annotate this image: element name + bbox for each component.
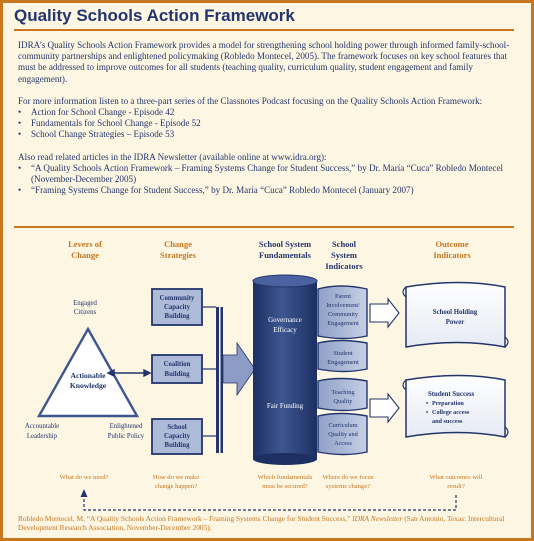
svg-text:Citizens: Citizens xyxy=(73,309,97,316)
fundamental-governance-efficacy: Efficacy xyxy=(273,326,297,334)
svg-text:Quality: Quality xyxy=(333,398,353,405)
svg-text:Indicators: Indicators xyxy=(325,261,363,271)
svg-text:Strategies: Strategies xyxy=(160,250,196,260)
fundamentals-cylinder xyxy=(253,275,317,465)
svg-text:Leadership: Leadership xyxy=(26,433,58,440)
bullet-icon: • xyxy=(18,129,22,140)
svg-text:Capacity: Capacity xyxy=(163,433,191,440)
svg-text:Public Policy: Public Policy xyxy=(107,433,145,440)
question-what-outcomes: What outcomes will xyxy=(429,474,483,481)
header-outcomes xyxy=(433,239,471,260)
svg-text:Parent: Parent xyxy=(334,293,352,300)
fundamental-governance-efficacy: Governance xyxy=(268,316,302,324)
triangle-center-label: Actionable xyxy=(70,371,106,380)
question-which-fundamentals: Which fundamentals xyxy=(257,474,313,481)
question-how-make-change: change happen? xyxy=(154,483,198,490)
podcast-item[interactable]: • Fundamentals for School Change - Episode 52 xyxy=(18,118,201,129)
bullet-icon: • xyxy=(18,162,22,173)
svg-text:College access: College access xyxy=(432,409,470,416)
svg-text:School Holding: School Holding xyxy=(432,309,478,316)
svg-text:Change: Change xyxy=(71,250,99,260)
svg-text:Outcome: Outcome xyxy=(435,239,469,249)
svg-text:Community: Community xyxy=(327,311,359,318)
question-where-focus: Where do we focus xyxy=(322,474,374,481)
question-where-focus: systems change? xyxy=(325,483,371,490)
svg-text:Coalition: Coalition xyxy=(163,361,191,368)
header-strategies xyxy=(160,239,197,260)
indicator-student-engagement[interactable] xyxy=(318,341,367,372)
svg-text:Curriculum: Curriculum xyxy=(328,422,358,429)
question-which-fundamentals: must be secured? xyxy=(262,483,308,490)
strategy-community-capacity-building[interactable] xyxy=(152,289,202,325)
podcast-item[interactable]: • School Change Strategies – Episode 53 xyxy=(18,129,175,140)
strategy-coalition-building[interactable] xyxy=(152,355,202,383)
page-title: Quality Schools Action Framework xyxy=(14,6,295,25)
student-success-title: Student Success xyxy=(428,391,475,398)
svg-text:Fundamentals: Fundamentals xyxy=(259,250,311,260)
svg-text:School: School xyxy=(167,424,187,431)
svg-text:Quality and: Quality and xyxy=(328,431,358,438)
header-levers xyxy=(68,239,102,260)
indicator-curriculum-quality[interactable] xyxy=(318,414,367,455)
svg-text:Access: Access xyxy=(334,440,352,447)
bullet-icon: • xyxy=(426,400,429,407)
indicator-teaching-quality[interactable] xyxy=(318,379,367,411)
svg-text:Preparation: Preparation xyxy=(432,400,464,407)
header-fundamentals xyxy=(259,239,312,260)
triangle-center-label: Knowledge xyxy=(69,381,107,390)
svg-text:Engagement: Engagement xyxy=(327,359,359,366)
question-what-do-we-need: What do we need? xyxy=(59,474,109,481)
title-rule xyxy=(14,29,514,31)
svg-text:Involvement/: Involvement/ xyxy=(326,302,360,309)
svg-text:Community: Community xyxy=(159,295,195,302)
body-text xyxy=(18,40,516,196)
svg-text:Accountable: Accountable xyxy=(24,423,60,430)
svg-text:Building: Building xyxy=(164,442,190,449)
podcast-list xyxy=(18,107,516,141)
svg-text:School: School xyxy=(331,239,357,249)
svg-text:Building: Building xyxy=(164,371,190,378)
outcome-school-holding-power[interactable] xyxy=(403,283,508,348)
intro-paragraph: IDRA’s Quality Schools Action Framework provides a model for strengthening school holding power through informed family-school-community partnerships and enlightened policymaking (Robledo Montecel, 2005). The framework focuses on key school features that must be addressed to improve outcomes for all students (teaching quality, curriculum quality, student engagement and family engagement). xyxy=(18,40,510,84)
svg-text:Building: Building xyxy=(164,313,190,320)
articles-list xyxy=(18,163,516,197)
bullet-icon: • xyxy=(18,107,22,118)
podcast-item[interactable]: • Action for School Change - Episode 42 xyxy=(18,107,175,118)
svg-text:and success: and success xyxy=(432,418,463,425)
svg-text:Levers of: Levers of xyxy=(68,239,102,249)
diagram-rule xyxy=(14,226,514,228)
svg-text:Indicators: Indicators xyxy=(433,250,471,260)
article-item[interactable]: • “Framing Systems Change for Student Success,” by Dr. María “Cuca” Robledo Montecel (January 2007) xyxy=(18,185,414,196)
bullet-icon: • xyxy=(18,185,22,196)
bullet-icon: • xyxy=(18,118,22,129)
svg-text:Engagement: Engagement xyxy=(327,320,359,327)
outcome-student-success[interactable] xyxy=(403,376,508,438)
svg-text:Engaged: Engaged xyxy=(73,300,97,307)
svg-text:Capacity: Capacity xyxy=(163,304,191,311)
svg-text:Teaching: Teaching xyxy=(331,389,355,396)
question-how-make-change: How do we make xyxy=(152,474,200,481)
svg-text:School System: School System xyxy=(258,239,312,249)
articles-lead: Also read related articles in the IDRA Newsletter (available online at www.idra.org): xyxy=(18,151,327,162)
bullet-icon: • xyxy=(426,409,429,416)
question-what-outcomes: result? xyxy=(447,483,465,490)
article-item[interactable]: • “A Quality Schools Action Framework – Framing Systems Change for Student Success,” by Dr. María “Cuca” Robledo Montecel (November-December 2005) xyxy=(18,162,504,185)
strategy-school-capacity-building[interactable] xyxy=(152,419,202,454)
svg-text:Enlightened: Enlightened xyxy=(109,423,143,430)
indicator-parent-involvement[interactable] xyxy=(318,286,367,339)
citation-footnote: Robledo Montecel, M. “A Quality Schools Action Framework – Framing Systems Change for Student Success,” IDRA Newsletter (San Antonio, Texas: Intercultural Development Research Association, November-December 2005). xyxy=(18,514,505,532)
svg-text:System: System xyxy=(331,250,357,260)
podcast-lead: For more information listen to a three-part series of the Classnotes Podcast focusing on the Quality Schools Action Framework: xyxy=(18,95,483,106)
fundamental-fair-funding: Fair Funding xyxy=(266,402,304,410)
svg-text:Change: Change xyxy=(164,239,192,249)
svg-text:Student: Student xyxy=(333,350,353,357)
svg-text:Power: Power xyxy=(445,319,465,326)
